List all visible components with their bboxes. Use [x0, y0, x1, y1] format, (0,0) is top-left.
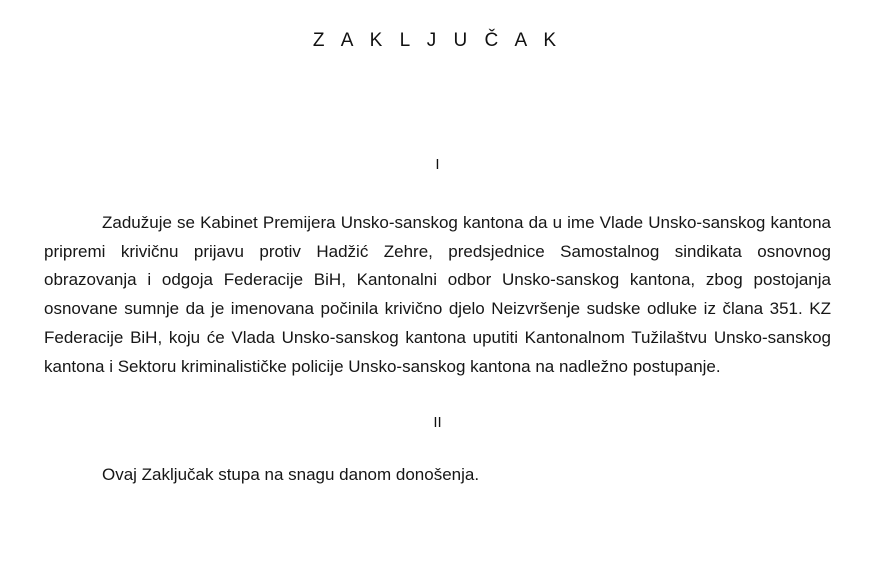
section-numeral-2: II	[433, 414, 442, 432]
section-paragraph-1: Zadužuje se Kabinet Premijera Unsko-sanskog kantona da u ime Vlade Unsko-sanskog kantona pripremi krivičnu prijavu protiv Hadžić Zehre, predsjednice Samostalnog sindikata osnovnog obrazovanja i odgoja Federacije BiH, Kantonalni odbor Unsko-sanskog kantona, zbog postojanja osnovane sumnje da je imenovana počinila krivično djelo Neizvršenje sudske odluke iz člana 351. KZ Federacije BiH, koju će Vlada Unsko-sanskog kantona uputiti Kantonalnom Tužilaštvu Unsko-sanskog kantona i Sektoru kriminalističke policije Unsko-sanskog kantona na nadležno postupanje.	[44, 213, 831, 376]
section-paragraph-2: Ovaj Zaključak stupa na snagu danom donošenja.	[102, 465, 480, 485]
section-numeral-1: I	[435, 156, 440, 173]
page-title: Z A K L J U Č A K	[312, 30, 563, 51]
document-page	[0, 30, 875, 565]
